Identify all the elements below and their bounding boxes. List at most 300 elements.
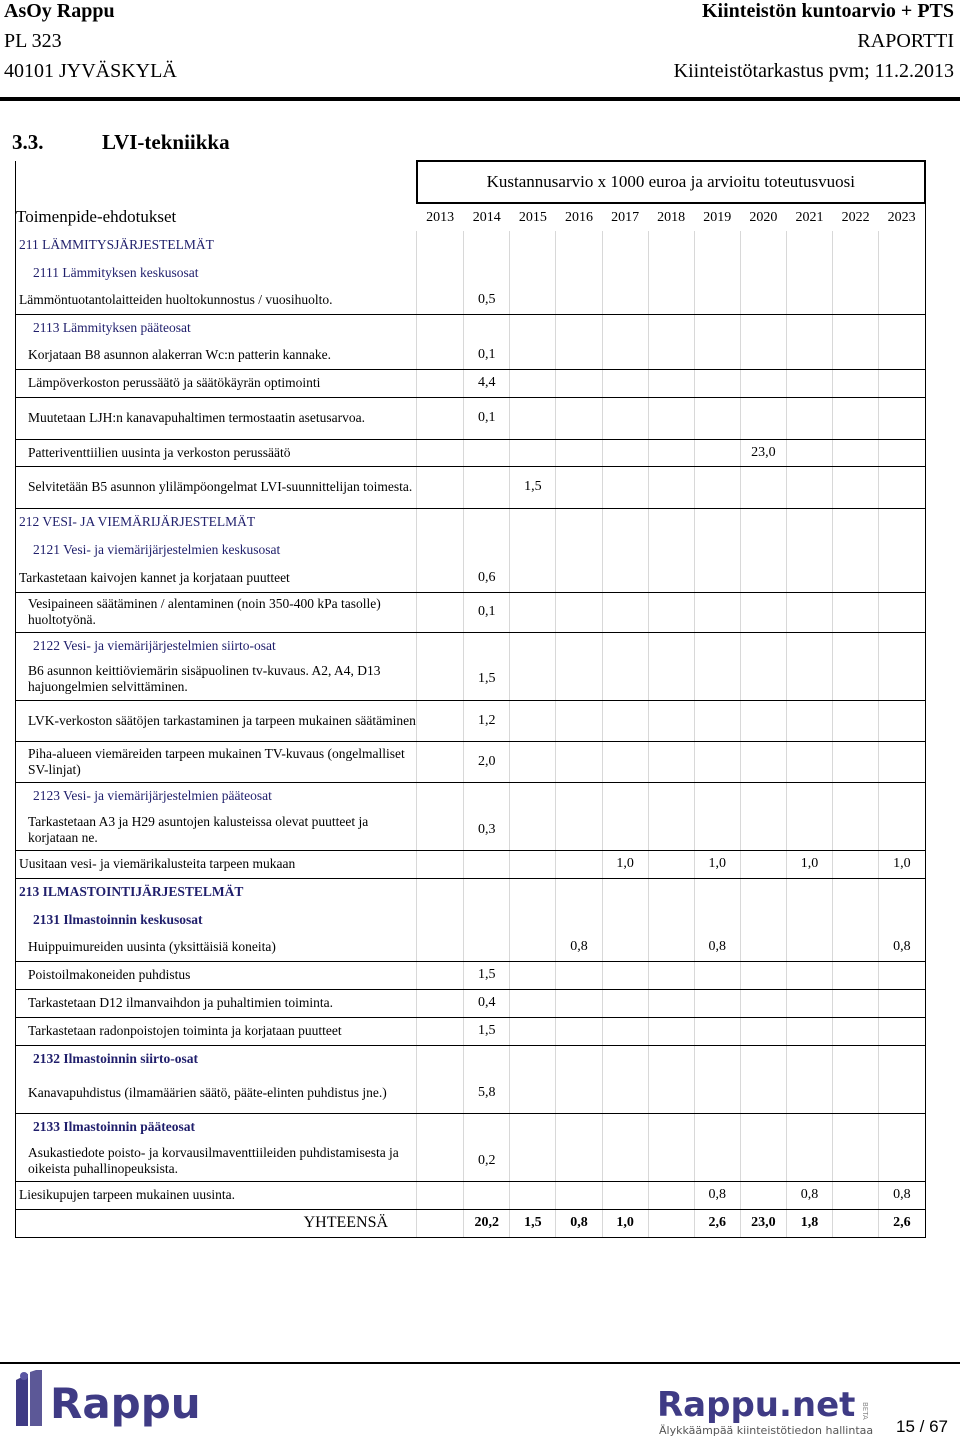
cost-cell — [786, 286, 832, 314]
cost-cell — [556, 536, 602, 564]
cost-cell — [602, 741, 648, 782]
cost-cell — [648, 369, 694, 397]
cost-cell — [694, 536, 740, 564]
action-description: Tarkastetaan A3 ja H29 asuntojen kalusteissa olevat puutteet ja korjataan ne. — [16, 810, 417, 850]
cost-cell — [417, 632, 464, 659]
section-row — [16, 508, 926, 536]
cost-cell — [694, 286, 740, 314]
cost-cell — [648, 259, 694, 286]
cost-cell — [833, 961, 879, 989]
cost-cell — [833, 286, 879, 314]
cost-cell — [556, 1181, 602, 1209]
cost-cell — [648, 933, 694, 961]
year-header: 2019 — [703, 209, 732, 225]
cost-cell — [786, 810, 832, 850]
cost-cell — [510, 810, 556, 850]
cost-cell — [879, 810, 925, 850]
cost-cell — [694, 700, 740, 741]
cost-cell — [833, 810, 879, 850]
cost-cell — [740, 989, 786, 1017]
cost-cell — [602, 369, 648, 397]
cost-cell — [833, 1113, 879, 1141]
cost-cell — [879, 782, 925, 810]
table-row — [16, 1073, 926, 1113]
cost-cell — [417, 592, 464, 632]
cost-cell — [694, 989, 740, 1017]
cost-cell: 5,8 — [464, 1073, 510, 1113]
cost-cell — [740, 906, 786, 933]
cost-cell — [417, 961, 464, 989]
cost-cell — [510, 700, 556, 741]
cost-cell: 2,0 — [464, 741, 510, 782]
cost-cell — [786, 314, 832, 341]
section-heading — [12, 130, 230, 155]
table-row — [16, 659, 926, 700]
cost-cell — [694, 741, 740, 782]
cost-cell — [833, 782, 879, 810]
cost-cell — [740, 1113, 786, 1141]
cost-cell — [556, 1073, 602, 1113]
total-cell — [833, 1209, 879, 1237]
section-row — [16, 314, 926, 341]
cost-cell — [556, 1017, 602, 1045]
cost-cell — [464, 782, 510, 810]
cost-cell — [510, 259, 556, 286]
cost-cell — [879, 1141, 925, 1181]
cost-cell — [694, 231, 740, 259]
cost-cell — [648, 989, 694, 1017]
cost-cell — [694, 632, 740, 659]
cost-cell — [740, 536, 786, 564]
cost-cell — [556, 231, 602, 259]
year-header: 2023 — [879, 203, 925, 231]
cost-cell — [879, 592, 925, 632]
cost-cell — [740, 1181, 786, 1209]
cost-cell: 1,0 — [694, 850, 740, 878]
action-description: Tarkastetaan D12 ilmanvaihdon ja puhaltimien toiminta. — [16, 989, 417, 1017]
cost-cell — [879, 1113, 925, 1141]
cost-cell — [464, 231, 510, 259]
cost-cell — [740, 1141, 786, 1181]
cost-cell — [556, 1141, 602, 1181]
action-description: Muutetaan LJH:n kanavapuhaltimen termostaatin asetusarvoa. — [16, 397, 417, 439]
cost-cell — [417, 1141, 464, 1181]
cost-cell — [464, 259, 510, 286]
action-description: LVK-verkoston säätöjen tarkastaminen ja tarpeen mukainen säätäminen — [16, 700, 417, 741]
cost-cell — [648, 592, 694, 632]
cost-cell — [556, 741, 602, 782]
cost-cell — [417, 1113, 464, 1141]
table-row — [16, 564, 926, 592]
cost-cell — [879, 369, 925, 397]
cost-cell — [694, 906, 740, 933]
rappunet-tagline: Älykkäämpää kiinteistötiedon hallintaa — [659, 1424, 874, 1437]
cost-cell — [602, 231, 648, 259]
cost-cell — [417, 1073, 464, 1113]
subcategory-heading: 2111 Lämmityksen keskusosat — [16, 259, 417, 286]
rappunet-logo — [655, 1380, 880, 1438]
year-header: 2021 — [795, 209, 824, 225]
cost-cell — [786, 564, 832, 592]
cost-cell — [510, 906, 556, 933]
cost-cell — [464, 933, 510, 961]
cost-cell — [833, 369, 879, 397]
action-description: Uusitaan vesi- ja viemärikalusteita tarpeen mukaan — [16, 850, 417, 878]
cost-cell — [879, 741, 925, 782]
cost-cell — [648, 286, 694, 314]
rappunet-logo-text: Rappu.net — [657, 1385, 856, 1425]
total-row — [16, 1209, 926, 1237]
action-description: B6 asunnon keittiöviemärin sisäpuolinen tv-kuvaus. A2, A4, D13 hajuongelmien selvittäminen. — [16, 659, 417, 700]
action-description: Korjataan B8 asunnon alakerran Wc:n patterin kannake. — [16, 341, 417, 369]
total-cell: 2,6 — [694, 1209, 740, 1237]
cost-cell — [786, 989, 832, 1017]
cost-cell — [740, 397, 786, 439]
cost-cell — [740, 741, 786, 782]
cost-cell — [740, 878, 786, 906]
cost-cell — [786, 536, 832, 564]
total-cell: 0,8 — [556, 1209, 602, 1237]
action-description: Selvitetään B5 asunnon ylilämpöongelmat LVI-suunnittelijan toimesta. — [16, 466, 417, 508]
cost-cell — [833, 341, 879, 369]
cost-cell — [602, 961, 648, 989]
cost-cell — [556, 700, 602, 741]
cost-cell — [602, 933, 648, 961]
cost-cell: 1,0 — [602, 850, 648, 878]
year-header: 2018 — [657, 209, 686, 225]
page-header — [0, 0, 960, 104]
cost-cell — [417, 1017, 464, 1045]
cost-cell — [556, 659, 602, 700]
header-divider — [0, 97, 960, 101]
cost-cell — [833, 1017, 879, 1045]
table-row — [16, 397, 926, 439]
cost-cell — [833, 508, 879, 536]
cost-cell — [833, 536, 879, 564]
cost-cell — [740, 508, 786, 536]
subcategory-heading: 2113 Lämmityksen pääteosat — [16, 314, 417, 341]
inspection-date: Kiinteistötarkastus pvm; 11.2.2013 — [673, 60, 954, 82]
cost-cell — [417, 231, 464, 259]
cost-cell — [510, 1181, 556, 1209]
cost-cell — [648, 810, 694, 850]
cost-cell — [556, 439, 602, 466]
cost-cell: 0,5 — [464, 286, 510, 314]
cost-cell — [556, 878, 602, 906]
cost-cell — [556, 810, 602, 850]
cost-cell — [879, 397, 925, 439]
company-name: AsOy Rappu — [4, 0, 115, 22]
cost-cell — [740, 286, 786, 314]
cost-cell — [648, 700, 694, 741]
cost-cell: 0,4 — [464, 989, 510, 1017]
category-heading: 213 ILMASTOINTIJÄRJESTELMÄT — [16, 878, 417, 906]
cost-cell — [602, 1045, 648, 1073]
table-row — [16, 810, 926, 850]
cost-cell — [648, 508, 694, 536]
cost-cell — [786, 933, 832, 961]
year-header: 2013 — [426, 209, 455, 225]
cost-cell — [417, 989, 464, 1017]
cost-cell — [648, 782, 694, 810]
page-number: 15 / 67 — [896, 1417, 948, 1436]
cost-cell — [417, 286, 464, 314]
cost-cell: 1,2 — [464, 700, 510, 741]
cost-cell — [879, 231, 925, 259]
cost-cell — [648, 741, 694, 782]
year-header-row — [16, 203, 926, 231]
cost-cell — [417, 508, 464, 536]
year-header: 2015 — [518, 209, 547, 225]
cost-cell — [602, 1113, 648, 1141]
cost-cell — [879, 259, 925, 286]
cost-cell — [464, 1045, 510, 1073]
cost-cell — [833, 741, 879, 782]
subcategory-heading: 2133 Ilmastoinnin pääteosat — [16, 1113, 417, 1141]
cost-cell — [833, 989, 879, 1017]
cost-cell — [694, 961, 740, 989]
cost-cell — [417, 369, 464, 397]
cost-cell — [786, 259, 832, 286]
cost-cell — [694, 466, 740, 508]
cost-cell — [833, 314, 879, 341]
table-row — [16, 466, 926, 508]
cost-cell — [602, 286, 648, 314]
cost-cell — [648, 439, 694, 466]
cost-cell — [510, 1017, 556, 1045]
cost-cell — [602, 878, 648, 906]
action-description: Tarkastetaan radonpoistojen toiminta ja korjataan puutteet — [16, 1017, 417, 1045]
cost-cell — [879, 878, 925, 906]
subcategory-heading: 2132 Ilmastoinnin siirto-osat — [16, 1045, 417, 1073]
cost-cell — [648, 564, 694, 592]
cost-cell — [786, 439, 832, 466]
action-description: Lämpöverkoston perussäätö ja säätökäyrän optimointi — [16, 369, 417, 397]
action-description: Patteriventtiilien uusinta ja verkoston perussäätö — [16, 439, 417, 466]
table-row — [16, 592, 926, 632]
cost-cell — [833, 231, 879, 259]
cost-cell — [510, 341, 556, 369]
cost-cell — [510, 369, 556, 397]
cost-cell — [740, 1073, 786, 1113]
cost-cell — [648, 1045, 694, 1073]
cost-cell — [556, 286, 602, 314]
total-cell: 23,0 — [740, 1209, 786, 1237]
cost-estimate-table — [15, 160, 926, 1238]
cost-cell — [740, 632, 786, 659]
cost-cell — [694, 782, 740, 810]
cost-cell — [464, 1181, 510, 1209]
cost-cell — [833, 466, 879, 508]
cost-cell — [556, 1113, 602, 1141]
cost-cell — [510, 286, 556, 314]
action-description: Vesipaineen säätäminen / alentaminen (noin 350-400 kPa tasolle) huoltotyönä. — [16, 592, 417, 632]
cost-cell — [417, 659, 464, 700]
cost-cell — [556, 989, 602, 1017]
cost-cell — [740, 314, 786, 341]
cost-cell: 23,0 — [740, 439, 786, 466]
cost-cell — [786, 369, 832, 397]
cost-cell — [648, 961, 694, 989]
cost-cell: 0,8 — [556, 933, 602, 961]
cost-cell — [510, 989, 556, 1017]
table-row — [16, 989, 926, 1017]
cost-cell — [740, 961, 786, 989]
cost-cell — [464, 906, 510, 933]
cost-cell — [648, 878, 694, 906]
cost-cell — [833, 397, 879, 439]
cost-cell — [879, 536, 925, 564]
year-header: 2014 — [472, 209, 501, 225]
cost-cell — [417, 1045, 464, 1073]
cost-cell: 0,8 — [879, 933, 925, 961]
cost-cell — [556, 341, 602, 369]
cost-cell — [648, 1017, 694, 1045]
cost-cell — [602, 466, 648, 508]
section-row — [16, 878, 926, 906]
cost-cell: 0,8 — [879, 1181, 925, 1209]
cost-cell — [602, 508, 648, 536]
report-type: RAPORTTI — [857, 30, 954, 52]
section-number: 3.3. — [12, 130, 44, 154]
cost-cell — [833, 564, 879, 592]
total-cell: 2,6 — [879, 1209, 925, 1237]
cost-cell — [740, 1045, 786, 1073]
section-row — [16, 259, 926, 286]
cost-cell — [694, 439, 740, 466]
cost-cell — [417, 466, 464, 508]
report-title: Kiinteistön kuntoarvio + PTS — [702, 0, 954, 22]
cost-cell: 0,8 — [786, 1181, 832, 1209]
cost-cell — [417, 314, 464, 341]
cost-cell: 0,8 — [694, 1181, 740, 1209]
category-heading: 212 VESI- JA VIEMÄRIJÄRJESTELMÄT — [16, 508, 417, 536]
cost-cell — [648, 231, 694, 259]
cost-cell: 0,6 — [464, 564, 510, 592]
cost-cell — [417, 564, 464, 592]
cost-cell — [510, 741, 556, 782]
cost-cell — [510, 231, 556, 259]
cost-cell — [786, 1113, 832, 1141]
cost-cell — [510, 1073, 556, 1113]
cost-cell: 0,2 — [464, 1141, 510, 1181]
cost-cell — [417, 906, 464, 933]
cost-cell — [556, 314, 602, 341]
year-header: 2017 — [611, 209, 640, 225]
cost-cell — [464, 1113, 510, 1141]
cost-cell: 0,1 — [464, 397, 510, 439]
cost-cell — [786, 659, 832, 700]
cost-cell: 4,4 — [464, 369, 510, 397]
year-header: 2022 — [841, 209, 870, 225]
cost-cell — [740, 810, 786, 850]
cost-header-row — [16, 161, 926, 203]
subcategory-heading: 2121 Vesi- ja viemärijärjestelmien keskusosat — [16, 536, 417, 564]
cost-cell — [602, 564, 648, 592]
cost-cell — [648, 850, 694, 878]
cost-cell — [648, 1113, 694, 1141]
cost-cell — [602, 1073, 648, 1113]
company-address-line1: PL 323 — [4, 30, 62, 52]
action-description: Asukastiedote poisto- ja korvausilmaventtiileiden puhdistamisesta ja oikeista puhallinopeuksista. — [16, 1141, 417, 1181]
table-row — [16, 341, 926, 369]
cost-cell — [556, 632, 602, 659]
cost-cell — [833, 592, 879, 632]
cost-cell — [648, 466, 694, 508]
total-cell: 1,0 — [602, 1209, 648, 1237]
cost-cell — [417, 341, 464, 369]
cost-cell — [648, 397, 694, 439]
cost-cell — [417, 1181, 464, 1209]
rappu-logo-text: Rappu — [50, 1379, 201, 1428]
cost-cell: 1,5 — [464, 961, 510, 989]
cost-cell — [694, 508, 740, 536]
cost-cell — [786, 906, 832, 933]
cost-cell — [786, 782, 832, 810]
total-cell — [648, 1209, 694, 1237]
company-address-line2: 40101 JYVÄSKYLÄ — [4, 60, 177, 82]
cost-cell — [417, 259, 464, 286]
category-heading: 211 LÄMMITYSJÄRJESTELMÄT — [16, 231, 417, 259]
cost-cell — [602, 314, 648, 341]
cost-cell — [694, 878, 740, 906]
action-description: Kanavapuhdistus (ilmamäärien säätö, pääte-elinten puhdistus jne.) — [16, 1073, 417, 1113]
cost-cell — [740, 782, 786, 810]
cost-cell — [464, 439, 510, 466]
action-description: Liesikupujen tarpeen mukainen uusinta. — [16, 1181, 417, 1209]
total-cell: 1,5 — [510, 1209, 556, 1237]
cost-cell — [556, 564, 602, 592]
cost-cell — [648, 536, 694, 564]
cost-cell — [510, 850, 556, 878]
section-row — [16, 1113, 926, 1141]
table-row — [16, 1141, 926, 1181]
cost-cell — [740, 369, 786, 397]
cost-cell — [879, 659, 925, 700]
cost-cell: 1,5 — [510, 466, 556, 508]
cost-cell — [879, 700, 925, 741]
cost-cell — [510, 933, 556, 961]
cost-cell: 0,8 — [694, 933, 740, 961]
subcategory-heading: 2122 Vesi- ja viemärijärjestelmien siirto-osat — [16, 632, 417, 659]
cost-cell — [740, 341, 786, 369]
cost-cell — [556, 259, 602, 286]
section-row — [16, 782, 926, 810]
total-cell: 1,8 — [786, 1209, 832, 1237]
table-row — [16, 700, 926, 741]
cost-cell — [648, 341, 694, 369]
section-row — [16, 536, 926, 564]
section-row — [16, 1045, 926, 1073]
cost-cell — [879, 1017, 925, 1045]
cost-cell — [556, 961, 602, 989]
cost-cell — [602, 1017, 648, 1045]
cost-cell — [879, 989, 925, 1017]
cost-cell — [556, 397, 602, 439]
cost-cell — [786, 878, 832, 906]
cost-cell: 1,5 — [464, 1017, 510, 1045]
cost-cell — [740, 659, 786, 700]
cost-cell — [556, 906, 602, 933]
cost-cell — [786, 961, 832, 989]
cost-cell — [694, 259, 740, 286]
footer-divider — [0, 1362, 960, 1364]
cost-cell — [786, 341, 832, 369]
section-row — [16, 906, 926, 933]
cost-cell — [879, 961, 925, 989]
cost-cell — [556, 782, 602, 810]
cost-cell — [648, 1141, 694, 1181]
